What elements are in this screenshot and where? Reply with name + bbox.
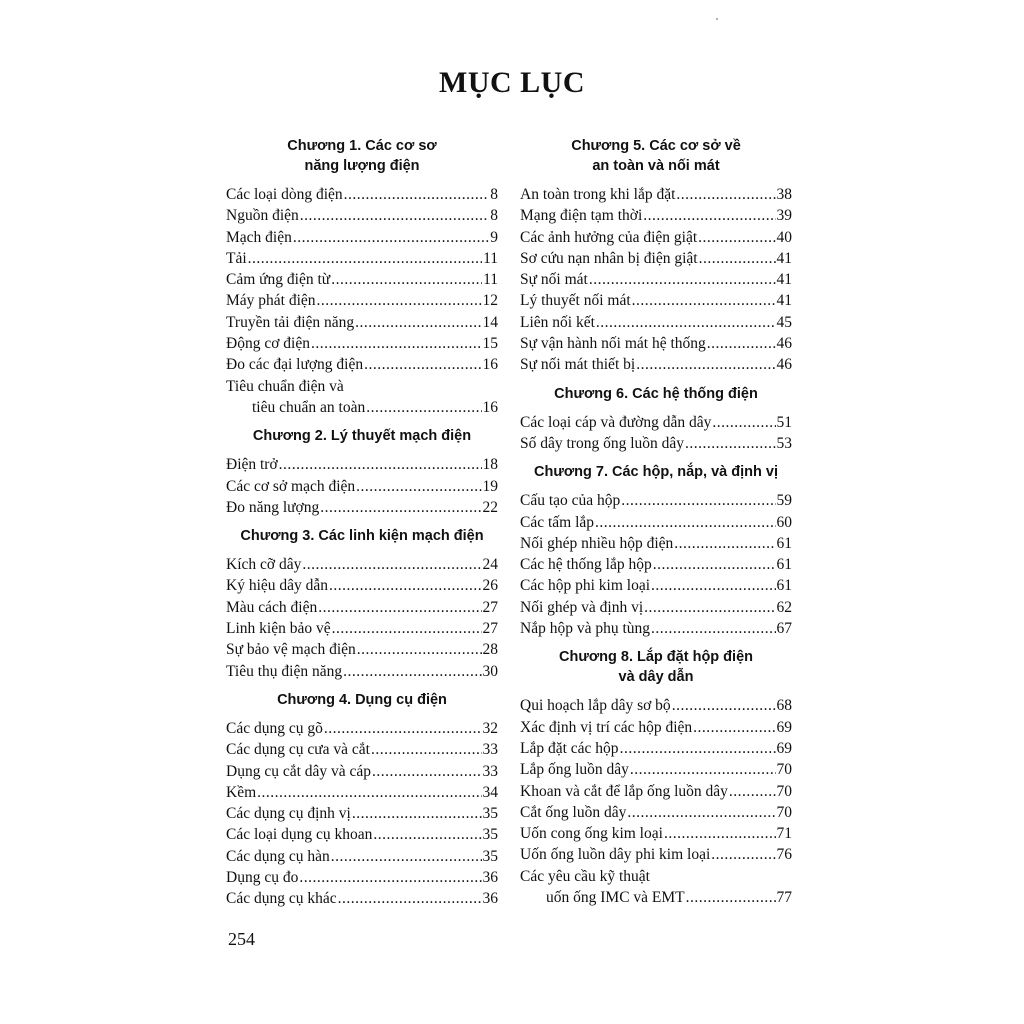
toc-entry[interactable]: Sơ cứu nạn nhân bị điện giật ..... 41 (520, 248, 792, 269)
page-ref: 9 (490, 228, 498, 246)
toc-entry[interactable]: Màu cách điện ..... 27 (226, 597, 498, 618)
leader-dots (699, 248, 776, 269)
leader-dots (653, 554, 776, 575)
chapter-heading-2: Chương 2. Lý thuyết mạch điện (252, 428, 472, 445)
page-ref: 27 (482, 620, 498, 638)
leader-dots (693, 717, 775, 738)
leader-dots (338, 888, 482, 909)
toc-entry[interactable]: Lắp đặt các hộp ..... 69 (520, 738, 792, 759)
page-ref: 24 (482, 556, 498, 574)
page-ref: 69 (776, 718, 792, 736)
leader-dots (636, 354, 775, 375)
toc-entry[interactable]: Các loại cáp và đường dẫn dây ..... 51 (520, 412, 792, 433)
page-ref: 26 (482, 577, 498, 595)
leader-dots (317, 290, 482, 311)
toc-entry[interactable]: Nối ghép nhiều hộp điện ..... 61 (520, 533, 792, 554)
page-ref: 76 (776, 846, 792, 864)
page-ref: 51 (776, 413, 792, 431)
leader-dots (257, 782, 481, 803)
leader-dots (712, 412, 775, 433)
toc-entry[interactable]: Sự vận hành nối mát hệ thống ..... 46 (520, 333, 792, 354)
toc-entry[interactable]: Cảm ứng điện từ ..... 11 (226, 269, 498, 290)
page-ref: 36 (482, 869, 498, 887)
toc-right-column (520, 136, 792, 908)
toc-entry[interactable]: Sự nối mát thiết bị ..... 46 (520, 354, 792, 375)
leader-dots (372, 761, 481, 782)
toc-entry[interactable]: Lắp ống luồn dây ..... 70 (520, 759, 792, 780)
toc-entry[interactable]: Dụng cụ cắt dây và cáp ..... 33 (226, 761, 498, 782)
page-ref: 67 (776, 620, 792, 638)
leader-dots (300, 205, 489, 226)
toc-left-column (226, 136, 498, 910)
leader-dots (711, 844, 775, 865)
chapter-heading-4: Chương 4. Dụng cụ điện (277, 691, 447, 708)
toc-entry[interactable]: Xác định vị trí các hộp điện ..... 69 (520, 717, 792, 738)
page-ref: 41 (776, 271, 792, 289)
leader-dots (329, 575, 481, 596)
leader-dots (318, 597, 481, 618)
page-ref: 45 (776, 313, 792, 331)
toc-entry[interactable]: Ký hiệu dây dẫn ..... 26 (226, 575, 498, 596)
page-ref: 11 (483, 271, 498, 289)
leader-dots (674, 533, 775, 554)
toc-entry[interactable]: Các dụng cụ gõ ..... 32 (226, 718, 498, 739)
leader-dots (620, 738, 776, 759)
toc-entry[interactable]: Mạch điện ..... 9 (226, 227, 498, 248)
page-title: MỤC LỤC (439, 66, 585, 99)
toc-entry[interactable]: An toàn trong khi lắp đặt ..... 38 (520, 184, 792, 205)
page-ref: 46 (776, 335, 792, 353)
page-ref: 35 (482, 826, 498, 844)
toc-entry[interactable]: Sự nối mát ..... 41 (520, 269, 792, 290)
leader-dots (366, 397, 481, 418)
page-ref: 40 (776, 228, 792, 246)
page-ref: 70 (776, 761, 792, 779)
page-ref: 33 (482, 762, 498, 780)
toc-entry[interactable]: Mạng điện tạm thời ..... 39 (520, 205, 792, 226)
toc-entry[interactable]: Tải ..... 11 (226, 248, 498, 269)
page-ref: 71 (776, 825, 792, 843)
toc-entry[interactable]: Các cơ sở mạch điện ..... 19 (226, 476, 498, 497)
toc-entry[interactable]: Đo năng lượng ..... 22 (226, 497, 498, 518)
page-ref: 22 (482, 498, 498, 516)
page-ref: 68 (776, 697, 792, 715)
leader-dots (621, 490, 775, 511)
toc-entry[interactable]: Lý thuyết nối mát ..... 41 (520, 290, 792, 311)
toc-entry[interactable]: Cắt ống luồn dây ..... 70 (520, 802, 792, 823)
leader-dots (664, 823, 776, 844)
toc-entry[interactable]: Nối ghép và định vị ..... 62 (520, 597, 792, 618)
toc-entry[interactable]: Qui hoạch lắp dây sơ bộ ..... 68 (520, 695, 792, 716)
leader-dots (589, 269, 776, 290)
page-ref: 61 (776, 534, 792, 552)
chapter-heading-7: Chương 7. Các hộp, nắp, và định vị (534, 464, 778, 481)
leader-dots (320, 497, 481, 518)
page-ref: 19 (482, 477, 498, 495)
page-ref: 59 (776, 492, 792, 510)
leader-dots (355, 312, 481, 333)
leader-dots (279, 454, 482, 475)
page-ref: 12 (482, 292, 498, 310)
toc-entry[interactable]: Kềm ..... 34 (226, 782, 498, 803)
page-ref: 60 (776, 513, 792, 531)
toc-entry[interactable]: Kích cỡ dây ..... 24 (226, 554, 498, 575)
page-ref: 70 (776, 803, 792, 821)
leader-dots (302, 554, 481, 575)
page-ref: 35 (482, 847, 498, 865)
leader-dots (627, 802, 775, 823)
page-ref: 62 (776, 598, 792, 616)
page-ref: 16 (482, 398, 498, 416)
leader-dots (356, 476, 481, 497)
page-ref: 46 (776, 356, 792, 374)
chapter-heading-5: Chương 5. Các cơ sở về an toàn và nối mát (571, 138, 741, 174)
leader-dots (352, 803, 482, 824)
page-ref: 27 (482, 598, 498, 616)
leader-dots (331, 269, 482, 290)
toc-entry[interactable]: Điện trở ..... 18 (226, 454, 498, 475)
page-ref: 41 (776, 292, 792, 310)
toc-entry[interactable]: Nắp hộp và phụ tùng ..... 67 (520, 618, 792, 639)
page-ref: 41 (776, 249, 792, 267)
page-ref: 39 (776, 207, 792, 225)
leader-dots (676, 184, 775, 205)
page-ref: 33 (482, 741, 498, 759)
toc-entry[interactable]: Các loại dòng điện ..... 8 (226, 184, 498, 205)
page-ref: 8 (490, 186, 498, 203)
toc-entry[interactable]: Các hộp phi kim loại ..... 61 (520, 575, 792, 596)
page-ref: 8 (490, 207, 498, 225)
toc-entry-multiline[interactable]: Các yêu cầu kỹ thuật uốn ống IMC và EMT ..... 77 (520, 866, 792, 909)
chapter-heading-6: Chương 6. Các hệ thống điện (554, 385, 758, 402)
leader-dots (698, 227, 775, 248)
leader-dots (344, 184, 490, 205)
page-ref: 61 (776, 577, 792, 595)
toc-entry[interactable]: Các loại dụng cụ khoan ..... 35 (226, 824, 498, 845)
page-ref: 32 (482, 719, 498, 737)
toc-entry[interactable]: Các dụng cụ cưa và cắt ..... 33 (226, 739, 498, 760)
toc-entry[interactable]: Uốn cong ống kim loại ..... 71 (520, 823, 792, 844)
toc-entry[interactable]: Các tấm lắp ..... 60 (520, 512, 792, 533)
leader-dots (357, 639, 482, 660)
toc-entry[interactable]: Truyền tải điện năng ..... 14 (226, 312, 498, 333)
chapter-heading-1: Chương 1. Các cơ sơ năng lượng điện (287, 138, 437, 174)
page-ref: 34 (482, 783, 498, 801)
page-ref: 18 (482, 456, 498, 474)
toc-entry[interactable]: Đo các đại lượng điện ..... 16 (226, 354, 498, 375)
page-ref: 11 (483, 249, 498, 267)
toc-entry[interactable]: Các hệ thống lắp hộp ..... 61 (520, 554, 792, 575)
toc-entry[interactable]: Cấu tạo của hộp ..... 59 (520, 490, 792, 511)
toc-entry[interactable]: Khoan và cắt để lắp ống luồn dây ..... 70 (520, 781, 792, 802)
page-ref: 53 (776, 434, 792, 452)
toc-entry[interactable]: Số dây trong ống luồn dây ..... 53 (520, 433, 792, 454)
toc-entry[interactable]: Linh kiện bảo vệ ..... 27 (226, 618, 498, 639)
page-ref: 69 (776, 739, 792, 757)
page-ref: 28 (482, 641, 498, 659)
leader-dots (364, 354, 481, 375)
leader-dots (324, 718, 482, 739)
leader-dots (644, 597, 775, 618)
page-ref: 70 (776, 782, 792, 800)
toc-entry[interactable]: Các dụng cụ hàn ..... 35 (226, 846, 498, 867)
toc-entry[interactable]: Các dụng cụ định vị ..... 35 (226, 803, 498, 824)
leader-dots (596, 312, 776, 333)
scan-speck (716, 18, 718, 20)
page-ref: 16 (482, 356, 498, 374)
leader-dots (651, 575, 775, 596)
chapter-heading-8: Chương 8. Lắp đặt hộp điện và dây dẫn (559, 649, 753, 686)
page-ref: 36 (482, 890, 498, 908)
leader-dots (373, 824, 481, 845)
leader-dots (729, 781, 776, 802)
toc-entry[interactable]: Máy phát điện ..... 12 (226, 290, 498, 311)
leader-dots (248, 248, 482, 269)
toc-entry[interactable]: Liên nối kết ..... 45 (520, 312, 792, 333)
leader-dots (672, 695, 776, 716)
leader-dots (643, 205, 775, 226)
toc-entry[interactable]: Dụng cụ đo ..... 36 (226, 867, 498, 888)
toc-entry[interactable]: Các ảnh hưởng của điện giật ..... 40 (520, 227, 792, 248)
page-ref: 15 (482, 335, 498, 353)
leader-dots (595, 512, 775, 533)
leader-dots (293, 227, 489, 248)
page-ref: 14 (482, 313, 498, 331)
leader-dots (299, 867, 481, 888)
chapter-heading-3: Chương 3. Các linh kiện mạch điện (240, 528, 484, 545)
leader-dots (632, 290, 776, 311)
page-ref: 35 (482, 805, 498, 823)
page-number: 254 (228, 929, 255, 949)
page-ref: 61 (776, 556, 792, 574)
toc-entry[interactable]: Các dụng cụ khác ..... 36 (226, 888, 498, 909)
leader-dots (332, 618, 482, 639)
toc-entry[interactable]: Động cơ điện ..... 15 (226, 333, 498, 354)
toc-entry-multiline[interactable]: Tiêu chuẩn điện và tiêu chuẩn an toàn ..... 16 (226, 376, 498, 419)
toc-entry[interactable]: Nguồn điện ..... 8 (226, 205, 498, 226)
leader-dots (686, 887, 776, 908)
page-ref: 77 (776, 889, 792, 907)
leader-dots (331, 846, 482, 867)
page-ref: 38 (776, 186, 792, 203)
leader-dots (343, 661, 481, 682)
leader-dots (630, 759, 776, 780)
toc-entry[interactable]: Uốn ống luồn dây phi kim loại ..... 76 (520, 844, 792, 865)
leader-dots (651, 618, 775, 639)
leader-dots (707, 333, 776, 354)
toc-entry[interactable]: Sự bảo vệ mạch điện ..... 28 (226, 639, 498, 660)
leader-dots (685, 433, 775, 454)
leader-dots (371, 739, 482, 760)
page-ref: 30 (482, 662, 498, 680)
toc-entry[interactable]: Tiêu thụ điện năng ..... 30 (226, 661, 498, 682)
leader-dots (311, 333, 482, 354)
